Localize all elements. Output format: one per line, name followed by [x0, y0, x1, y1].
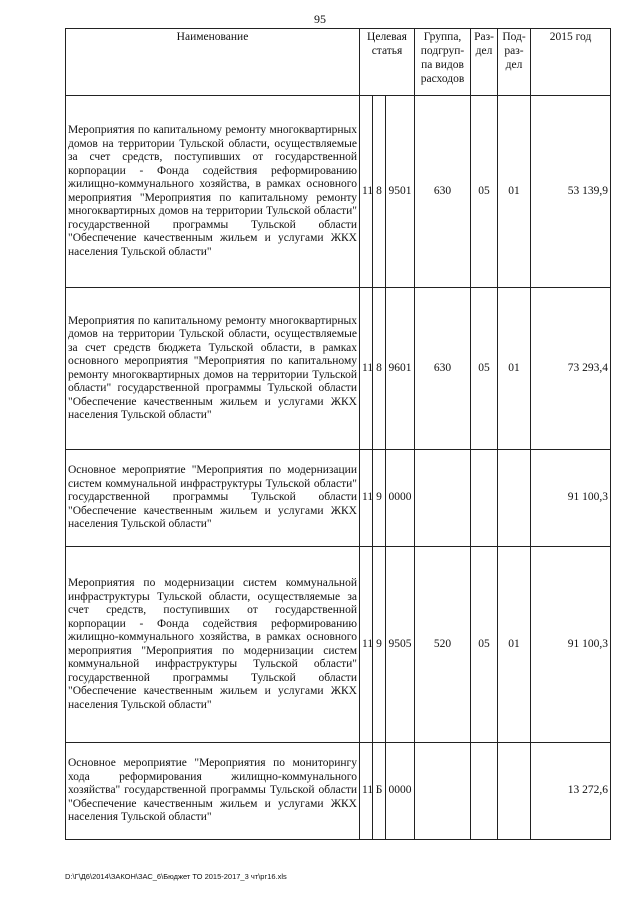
row-code-1: 11: [360, 96, 373, 288]
row-group: [415, 450, 471, 547]
row-code-3: 0000: [386, 743, 415, 840]
page-number: 95: [314, 12, 326, 26]
header-name: Наименование: [66, 29, 360, 96]
row-name: Основное мероприятие "Мероприятия по модернизации систем коммунальной инфраструктуры Тульской области" государственной программы Тульской области "Обеспечение качественным жильем и услугами ЖКХ населения Тульской области": [66, 450, 360, 547]
row-amount: 73 293,4: [531, 288, 611, 450]
table-row: [66, 547, 611, 743]
row-code-3: 9501: [386, 96, 415, 288]
row-code-1: 11: [360, 450, 373, 547]
row-section: 05: [471, 96, 498, 288]
table-row: [66, 743, 611, 840]
header-section: Раз-дел: [471, 29, 498, 96]
row-subsection: 01: [498, 288, 531, 450]
row-name: Мероприятия по модернизации систем коммунальной инфраструктуры Тульской области, осуществляемые за счет средств, поступивших от государственной корпорации - Фонда содействия реформированию жилищно-коммунального хозяйства, в рамках основного мероприятия "Мероприятия по модернизации систем коммунальной инфраструктуры Тульской области" государственной программы Тульской области "Обеспечение качественным жильем и услугами ЖКХ населения Тульской области": [66, 547, 360, 743]
row-code-2: 9: [373, 450, 386, 547]
row-code-1: 11: [360, 288, 373, 450]
header-expense-group: Группа, подгруп-па видов расходов: [415, 29, 471, 96]
row-section: 05: [471, 288, 498, 450]
row-subsection: [498, 450, 531, 547]
row-code-2: Б: [373, 743, 386, 840]
row-name: Основное мероприятие "Мероприятия по мониторингу хода реформирования жилищно-коммунального хозяйства" государственной программы Тульской области "Обеспечение качественным жильем и услугами ЖКХ населения Тульской области": [66, 743, 360, 840]
row-amount: 53 139,9: [531, 96, 611, 288]
row-section: [471, 743, 498, 840]
header-year: 2015 год: [531, 29, 611, 96]
table-row: [66, 450, 611, 547]
row-code-2: 8: [373, 288, 386, 450]
row-group: 630: [415, 288, 471, 450]
table-row: [66, 96, 611, 288]
row-code-2: 8: [373, 96, 386, 288]
row-code-3: 0000: [386, 450, 415, 547]
row-amount: 91 100,3: [531, 450, 611, 547]
row-group: 630: [415, 96, 471, 288]
row-group: 520: [415, 547, 471, 743]
row-code-2: 9: [373, 547, 386, 743]
header-subsection: Под-раз-дел: [498, 29, 531, 96]
row-code-3: 9505: [386, 547, 415, 743]
row-section: [471, 450, 498, 547]
row-subsection: 01: [498, 96, 531, 288]
row-amount: 13 272,6: [531, 743, 611, 840]
file-path-footer: D:\Г\Д6\2014\ЗАКОН\ЗАС_6\Бюджет ТО 2015-2017_3 чт\рг16.xls: [65, 872, 287, 881]
table-row: [66, 288, 611, 450]
header-target-article: Целевая статья: [360, 29, 415, 96]
row-section: 05: [471, 547, 498, 743]
budget-table: [65, 28, 611, 840]
row-name: Мероприятия по капитальному ремонту многоквартирных домов на территории Тульской области, осуществляемые за счет средств бюджета Тульской области, в рамках основного мероприятия "Мероприятия по капитальному ремонту многоквартирных домов на территории Тульской области" государственной программы Тульской области "Обеспечение качественным жильем и услугами ЖКХ населения Тульской области": [66, 288, 360, 450]
row-subsection: 01: [498, 547, 531, 743]
row-name: Мероприятия по капитальному ремонту многоквартирных домов на территории Тульской области, осуществляемые за счет средств, поступивших от государственной корпорации - Фонда содействия реформированию жилищно-коммунального хозяйства, в рамках основного мероприятия "Мероприятия по капитальному ремонту многоквартирных домов на территории Тульской области" государственной программы Тульской области "Обеспечение качественным жильем и услугами ЖКХ населения Тульской области": [66, 96, 360, 288]
row-subsection: [498, 743, 531, 840]
row-group: [415, 743, 471, 840]
row-code-1: 11: [360, 743, 373, 840]
row-code-1: 11: [360, 547, 373, 743]
row-amount: 91 100,3: [531, 547, 611, 743]
row-code-3: 9601: [386, 288, 415, 450]
header-row: [66, 29, 611, 96]
